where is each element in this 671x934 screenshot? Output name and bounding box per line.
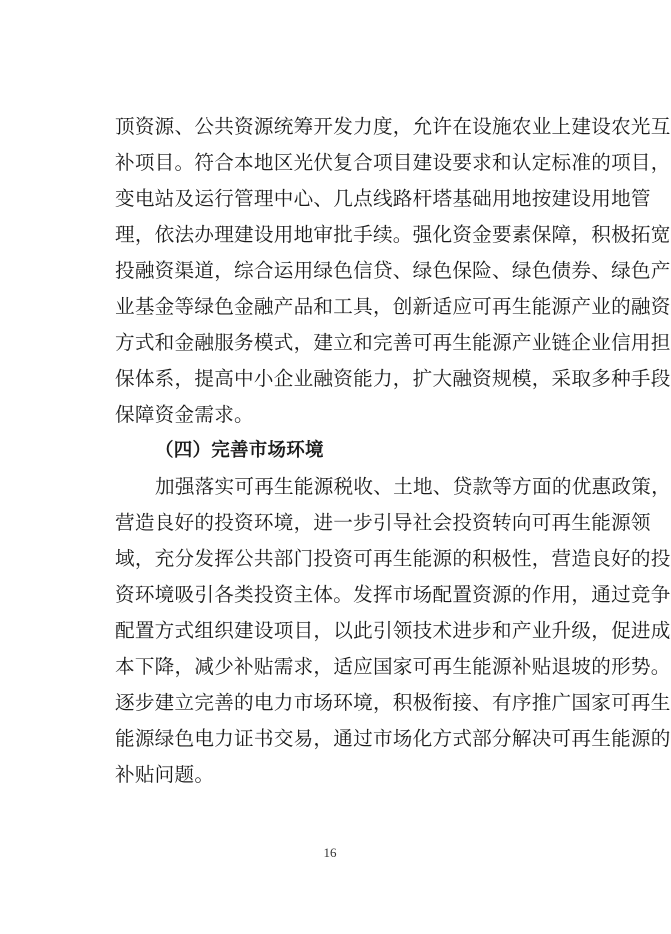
text-line: 加强落实可再生能源税收、土地、贷款等方面的优惠政策，: [155, 475, 671, 498]
text-line: 保障资金需求。: [115, 403, 254, 426]
text-line: 营造良好的投资环境，进一步引导社会投资转向可再生能源领: [115, 511, 651, 534]
page-number: 16: [323, 845, 337, 860]
text-line: 保体系，提高中小企业融资能力，扩大融资规模，采取多种手段: [115, 367, 671, 390]
text-line: 配置方式组织建设项目，以此引领技术进步和产业升级，促进成: [115, 619, 671, 642]
text-line: 理，依法办理建设用地审批手续。强化资金要素保障，积极拓宽: [115, 223, 671, 246]
text-line: 变电站及运行管理中心、几点线路杆塔基础用地按建设用地管: [115, 187, 651, 210]
text-line: 逐步建立完善的电力市场环境，积极衔接、有序推广国家可再生: [115, 691, 671, 714]
text-line: 补项目。符合本地区光伏复合项目建设要求和认定标准的项目，: [115, 151, 671, 174]
text-line: 业基金等绿色金融产品和工具，创新适应可再生能源产业的融资: [115, 295, 671, 318]
text-line: 能源绿色电力证书交易，通过市场化方式部分解决可再生能源的: [115, 727, 671, 750]
text-line: 本下降，减少补贴需求，适应国家可再生能源补贴退坡的形势。: [115, 655, 671, 678]
section-heading: （四）完善市场环境: [155, 440, 324, 461]
text-line: 域，充分发挥公共部门投资可再生能源的积极性，营造良好的投: [115, 547, 671, 570]
text-line: 方式和金融服务模式，建立和完善可再生能源产业链企业信用担: [115, 331, 671, 354]
text-line: 顶资源、公共资源统筹开发力度，允许在设施农业上建设农光互: [115, 115, 671, 138]
text-line: 投融资渠道，综合运用绿色信贷、绿色保险、绿色债券、绿色产: [115, 259, 671, 282]
text-line: 补贴问题。: [115, 763, 215, 786]
text-line: 资环境吸引各类投资主体。发挥市场配置资源的作用，通过竞争: [115, 583, 671, 606]
